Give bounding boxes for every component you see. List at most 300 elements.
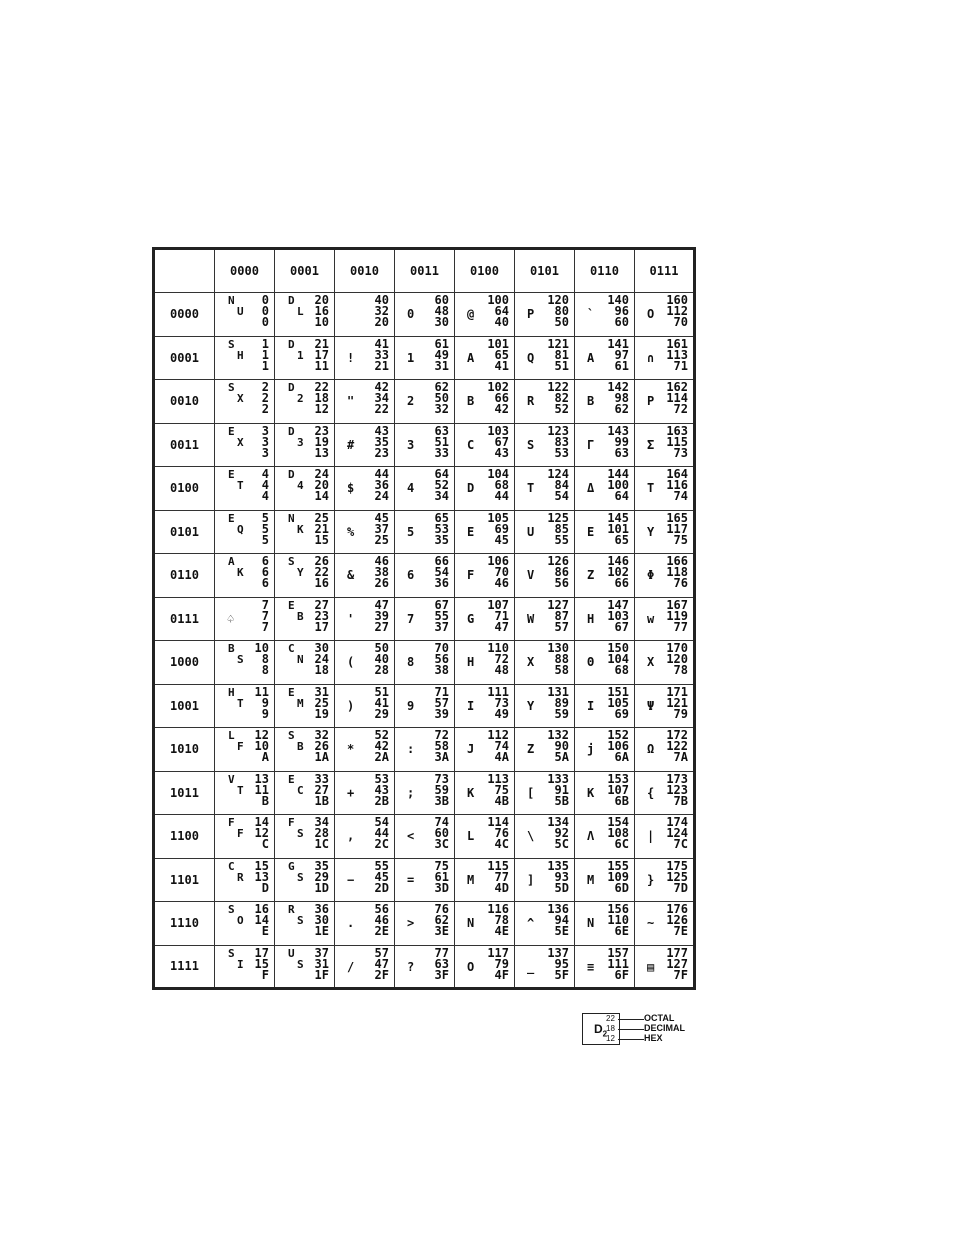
- code-cell: [275, 684, 335, 728]
- hex-value: 3: [261, 445, 269, 460]
- character: <: [407, 829, 415, 843]
- decimal-value: 18: [314, 391, 329, 405]
- table-row: [154, 858, 695, 902]
- table-row: [154, 815, 695, 859]
- character: Ψ: [647, 698, 655, 713]
- character: ): [347, 698, 355, 713]
- octal-value: 135: [547, 858, 569, 873]
- control-char-second: S: [297, 827, 304, 840]
- hex-value: 45: [494, 532, 509, 547]
- code-cell: [455, 467, 515, 511]
- character: j: [587, 742, 595, 756]
- octal-value: 123: [547, 423, 569, 438]
- hex-value: 73: [673, 445, 688, 460]
- code-values: [607, 382, 629, 415]
- decimal-value: 80: [554, 304, 569, 318]
- decimal-value: 49: [434, 347, 449, 362]
- row-header: 0101: [154, 510, 215, 554]
- code-cell: [515, 728, 575, 772]
- octal-value: 63: [434, 423, 449, 438]
- table-row: [154, 554, 695, 598]
- hex-value: 3B: [434, 793, 449, 808]
- hex-value: E: [261, 924, 269, 938]
- character: B: [587, 394, 595, 408]
- code-values: [315, 817, 329, 850]
- code-cell: [215, 902, 275, 946]
- code-values: [314, 945, 329, 982]
- character: U: [527, 524, 535, 539]
- decimal-value: 94: [554, 913, 569, 927]
- decimal-value: 11: [254, 782, 269, 797]
- code-cell: [275, 858, 335, 902]
- code-values: [607, 597, 629, 634]
- decimal-value: 113: [666, 347, 688, 362]
- code-cell: [275, 380, 335, 424]
- code-cell: [575, 423, 635, 467]
- code-cell: [575, 684, 635, 728]
- hex-value: 77: [673, 619, 688, 634]
- decimal-value: 36: [374, 478, 389, 492]
- decimal-value: 86: [554, 565, 569, 579]
- legend-hex-value: 12: [606, 1034, 615, 1043]
- control-char-second: Y: [297, 566, 304, 579]
- decimal-value: 9: [261, 695, 269, 710]
- decimal-value: 69: [494, 521, 509, 536]
- control-char: [228, 426, 244, 448]
- character: T: [527, 481, 535, 495]
- control-char: [288, 643, 304, 665]
- decimal-value: 13: [254, 869, 269, 884]
- character: P: [647, 394, 655, 408]
- hex-value: 34: [434, 489, 449, 503]
- hex-value: 51: [554, 358, 569, 373]
- character: }: [647, 872, 655, 887]
- hex-value: 1A: [314, 750, 329, 764]
- character: 2: [407, 394, 415, 408]
- legend-octal-label: OCTAL: [644, 1013, 675, 1023]
- control-char: [288, 817, 304, 839]
- column-header: 0101: [515, 249, 575, 293]
- hex-value: 6E: [614, 924, 629, 938]
- character: H: [467, 655, 475, 669]
- row-header: 1101: [154, 858, 215, 902]
- octal-value: 14: [254, 815, 269, 829]
- legend-decimal-value: 18: [606, 1024, 615, 1033]
- code-values: [547, 858, 569, 895]
- decimal-value: 65: [494, 347, 509, 362]
- decimal-value: 74: [494, 739, 509, 753]
- octal-value: 77: [434, 945, 449, 960]
- decimal-value: 43: [374, 782, 389, 797]
- decimal-value: 40: [374, 652, 389, 666]
- control-char-first: V: [228, 772, 235, 786]
- row-header: 0111: [154, 597, 215, 641]
- decimal-value: 109: [607, 869, 629, 884]
- character: Ω: [647, 742, 655, 756]
- code-cell: [275, 815, 335, 859]
- code-cell: [215, 336, 275, 380]
- octal-value: 75: [434, 858, 449, 873]
- character: R: [527, 394, 535, 408]
- decimal-value: 84: [554, 478, 569, 492]
- code-cell: [635, 902, 695, 946]
- octal-value: 177: [666, 945, 688, 960]
- control-char: [288, 339, 304, 361]
- code-values: [547, 643, 569, 676]
- hex-value: 4F: [494, 967, 509, 982]
- code-values: [435, 556, 449, 589]
- octal-value: 160: [666, 293, 688, 307]
- code-cell: [395, 293, 455, 337]
- hex-value: 7D: [673, 880, 688, 895]
- code-values: [315, 904, 329, 937]
- code-values: [666, 771, 688, 808]
- control-char: [288, 600, 304, 622]
- hex-value: F: [261, 967, 269, 982]
- decimal-value: 63: [434, 956, 449, 971]
- decimal-value: 50: [434, 391, 449, 405]
- hex-value: 4C: [494, 837, 509, 851]
- octal-value: 173: [666, 771, 688, 786]
- code-cell: [575, 336, 635, 380]
- octal-value: 126: [547, 554, 569, 568]
- code-values: [547, 510, 569, 547]
- character: .: [347, 916, 355, 930]
- octal-value: 133: [547, 771, 569, 786]
- code-values: [487, 817, 509, 850]
- control-char-first: F: [288, 816, 295, 829]
- character: $: [347, 481, 355, 495]
- decimal-value: 33: [374, 347, 389, 362]
- control-char: [228, 556, 244, 578]
- decimal-value: 101: [607, 521, 629, 536]
- column-header: 0111: [635, 249, 695, 293]
- octal-value: 73: [434, 771, 449, 786]
- decimal-value: 97: [614, 347, 629, 362]
- code-cell: [395, 858, 455, 902]
- code-values: [666, 858, 688, 895]
- decimal-value: 30: [314, 913, 329, 927]
- octal-value: 22: [314, 380, 329, 394]
- code-cell: [575, 771, 635, 815]
- code-values: [434, 771, 449, 808]
- code-cell: [455, 945, 515, 989]
- column-header: 0100: [455, 249, 515, 293]
- octal-value: 57: [374, 945, 389, 960]
- hex-value: 2: [261, 402, 269, 416]
- hex-value: 21: [374, 358, 389, 373]
- decimal-value: 78: [494, 913, 509, 927]
- code-cell: [455, 641, 515, 685]
- code-cell: [215, 684, 275, 728]
- code-cell: [575, 467, 635, 511]
- code-values: [666, 295, 688, 328]
- code-cell: [635, 554, 695, 598]
- character: ,: [347, 829, 355, 843]
- code-values: [255, 643, 269, 676]
- decimal-value: 93: [554, 869, 569, 884]
- octal-value: 65: [434, 510, 449, 525]
- control-char-first: D: [288, 424, 295, 438]
- decimal-value: 116: [666, 478, 688, 492]
- hex-value: 2C: [374, 837, 389, 851]
- octal-value: 151: [607, 684, 629, 699]
- code-values: [435, 817, 449, 850]
- code-cell: [215, 423, 275, 467]
- hex-value: 40: [494, 315, 509, 329]
- code-cell: [275, 945, 335, 989]
- octal-value: 144: [607, 467, 629, 481]
- octal-value: 62: [434, 380, 449, 394]
- code-cell: [395, 945, 455, 989]
- control-char: [228, 382, 244, 404]
- hex-value: 5B: [554, 793, 569, 808]
- decimal-value: 15: [254, 956, 269, 971]
- character: :: [407, 742, 415, 756]
- code-cell: [335, 510, 395, 554]
- table-body: [154, 249, 695, 989]
- code-values: [666, 469, 688, 502]
- row-header: 0010: [154, 380, 215, 424]
- code-values: [547, 904, 569, 937]
- control-char-second: O: [237, 914, 244, 927]
- hex-value: 1: [261, 358, 269, 373]
- code-values: [315, 730, 329, 763]
- code-cell: [455, 684, 515, 728]
- table-row: [154, 423, 695, 467]
- octal-value: 121: [547, 336, 569, 351]
- character: 9: [407, 698, 415, 713]
- hex-value: 4: [261, 489, 269, 503]
- code-values: [435, 730, 449, 763]
- octal-value: 140: [607, 293, 629, 307]
- control-char-second: B: [297, 609, 304, 623]
- code-values: [255, 730, 269, 763]
- character: I: [467, 698, 475, 713]
- octal-value: 130: [547, 641, 569, 655]
- code-cell: [275, 293, 335, 337]
- code-values: [547, 469, 569, 502]
- hex-value: 0: [261, 315, 269, 329]
- control-char: [288, 426, 304, 448]
- code-values: [666, 945, 688, 982]
- code-cell: [575, 641, 635, 685]
- control-char: [288, 382, 304, 404]
- control-char: [228, 774, 244, 796]
- column-header: 0010: [335, 249, 395, 293]
- character: ≡: [587, 959, 595, 974]
- control-char-second: K: [237, 566, 244, 579]
- decimal-value: 68: [494, 478, 509, 492]
- octal-value: 70: [434, 641, 449, 655]
- character: 8: [407, 655, 415, 669]
- control-char-first: C: [288, 642, 295, 655]
- octal-value: 7: [261, 597, 269, 612]
- character: B: [467, 394, 475, 408]
- octal-value: 115: [487, 858, 509, 873]
- code-values: [607, 643, 629, 676]
- hex-value: 57: [554, 619, 569, 634]
- code-values: [434, 510, 449, 547]
- character: T: [647, 481, 655, 495]
- octal-value: 164: [666, 467, 688, 481]
- code-values: [255, 817, 269, 850]
- octal-value: 67: [434, 597, 449, 612]
- code-cell: [215, 945, 275, 989]
- hex-value: 41: [494, 358, 509, 373]
- hex-value: 68: [614, 663, 629, 677]
- hex-value: 48: [494, 663, 509, 677]
- control-char-second: K: [297, 522, 304, 536]
- hex-value: 60: [614, 315, 629, 329]
- code-cell: [575, 815, 635, 859]
- decimal-value: 10: [254, 739, 269, 753]
- character: ': [347, 611, 355, 626]
- code-cell: [455, 902, 515, 946]
- decimal-value: 76: [494, 826, 509, 840]
- code-cell: [635, 815, 695, 859]
- code-cell: [395, 771, 455, 815]
- table-row: [154, 641, 695, 685]
- control-char-first: N: [228, 294, 235, 307]
- control-char-second: 4: [297, 479, 304, 492]
- code-values: [487, 382, 509, 415]
- code-cell: [515, 510, 575, 554]
- octal-value: 12: [254, 728, 269, 742]
- decimal-value: 111: [607, 956, 629, 971]
- octal-value: 46: [374, 554, 389, 568]
- code-cell: [335, 380, 395, 424]
- decimal-value: 41: [374, 695, 389, 710]
- code-cell: [335, 336, 395, 380]
- decimal-value: 95: [554, 956, 569, 971]
- code-cell: [635, 380, 695, 424]
- character: ~: [647, 916, 655, 930]
- hex-value: 6C: [614, 837, 629, 851]
- code-cell: [275, 597, 335, 641]
- decimal-value: 2: [261, 391, 269, 405]
- decimal-value: 12: [254, 826, 269, 840]
- code-values: [487, 771, 509, 808]
- control-char-first: G: [288, 859, 295, 873]
- hex-value: 6F: [614, 967, 629, 982]
- octal-value: 117: [487, 945, 509, 960]
- code-values: [547, 684, 569, 721]
- octal-value: 16: [254, 902, 269, 916]
- code-cell: [515, 945, 575, 989]
- decimal-value: 106: [607, 739, 629, 753]
- legend-octal-line: [618, 1019, 644, 1020]
- control-char: [288, 513, 304, 535]
- control-char-second: R: [237, 870, 244, 884]
- legend-symbol-subscript: 2: [602, 1029, 608, 1039]
- character: Γ: [587, 437, 595, 452]
- character: !: [347, 350, 355, 365]
- code-cell: [575, 902, 635, 946]
- decimal-value: 87: [554, 608, 569, 623]
- hex-value: A: [261, 750, 269, 764]
- code-values: [607, 684, 629, 721]
- octal-value: 17: [254, 945, 269, 960]
- code-cell: [395, 510, 455, 554]
- decimal-value: 98: [614, 391, 629, 405]
- control-char-second: X: [237, 392, 244, 405]
- character: ♤: [227, 611, 235, 626]
- table-row: [154, 510, 695, 554]
- code-values: [255, 904, 269, 937]
- decimal-value: 27: [314, 782, 329, 797]
- decimal-value: 54: [434, 565, 449, 579]
- octal-value: 142: [607, 380, 629, 394]
- decimal-value: 107: [607, 782, 629, 797]
- character: E: [587, 524, 595, 539]
- hex-value: 5F: [554, 967, 569, 982]
- octal-value: 141: [607, 336, 629, 351]
- octal-value: 120: [547, 293, 569, 307]
- hex-value: 8: [261, 663, 269, 677]
- hex-value: 47: [494, 619, 509, 634]
- code-values: [262, 382, 269, 415]
- control-char-second: 2: [297, 392, 304, 405]
- code-values: [374, 771, 389, 808]
- decimal-value: 108: [607, 826, 629, 840]
- octal-value: 74: [434, 815, 449, 829]
- code-cell: [635, 293, 695, 337]
- code-cell: [455, 815, 515, 859]
- row-header: 1010: [154, 728, 215, 772]
- code-values: [375, 817, 389, 850]
- row-header: 0000: [154, 293, 215, 337]
- decimal-value: 114: [666, 391, 688, 405]
- decimal-value: 34: [374, 391, 389, 405]
- table-row: [154, 945, 695, 989]
- code-cell: [515, 423, 575, 467]
- hex-value: 13: [314, 445, 329, 460]
- code-cell: [635, 858, 695, 902]
- octal-value: 156: [607, 902, 629, 916]
- hex-value: 23: [374, 445, 389, 460]
- hex-value: 4A: [494, 750, 509, 764]
- decimal-value: 117: [666, 521, 688, 536]
- decimal-value: 118: [666, 565, 688, 579]
- octal-value: 157: [607, 945, 629, 960]
- control-char-second: S: [297, 957, 304, 971]
- code-cell: [215, 380, 275, 424]
- hex-value: 55: [554, 532, 569, 547]
- code-values: [314, 423, 329, 460]
- column-header-row: [154, 249, 695, 293]
- code-values: [547, 730, 569, 763]
- character: H: [587, 611, 595, 626]
- control-char-second: 3: [297, 435, 304, 449]
- code-values: [435, 382, 449, 415]
- row-header: 0001: [154, 336, 215, 380]
- decimal-value: 70: [494, 565, 509, 579]
- code-cell: [635, 771, 695, 815]
- octal-value: 113: [487, 771, 509, 786]
- code-values: [314, 684, 329, 721]
- character: ": [347, 394, 355, 408]
- decimal-value: 5: [261, 521, 269, 536]
- decimal-value: 37: [374, 521, 389, 536]
- code-cell: [275, 336, 335, 380]
- control-char-second: U: [237, 305, 244, 318]
- code-values: [666, 643, 688, 676]
- code-cell: [575, 858, 635, 902]
- code-cell: [275, 510, 335, 554]
- code-values: [487, 336, 509, 373]
- character: Y: [527, 698, 535, 713]
